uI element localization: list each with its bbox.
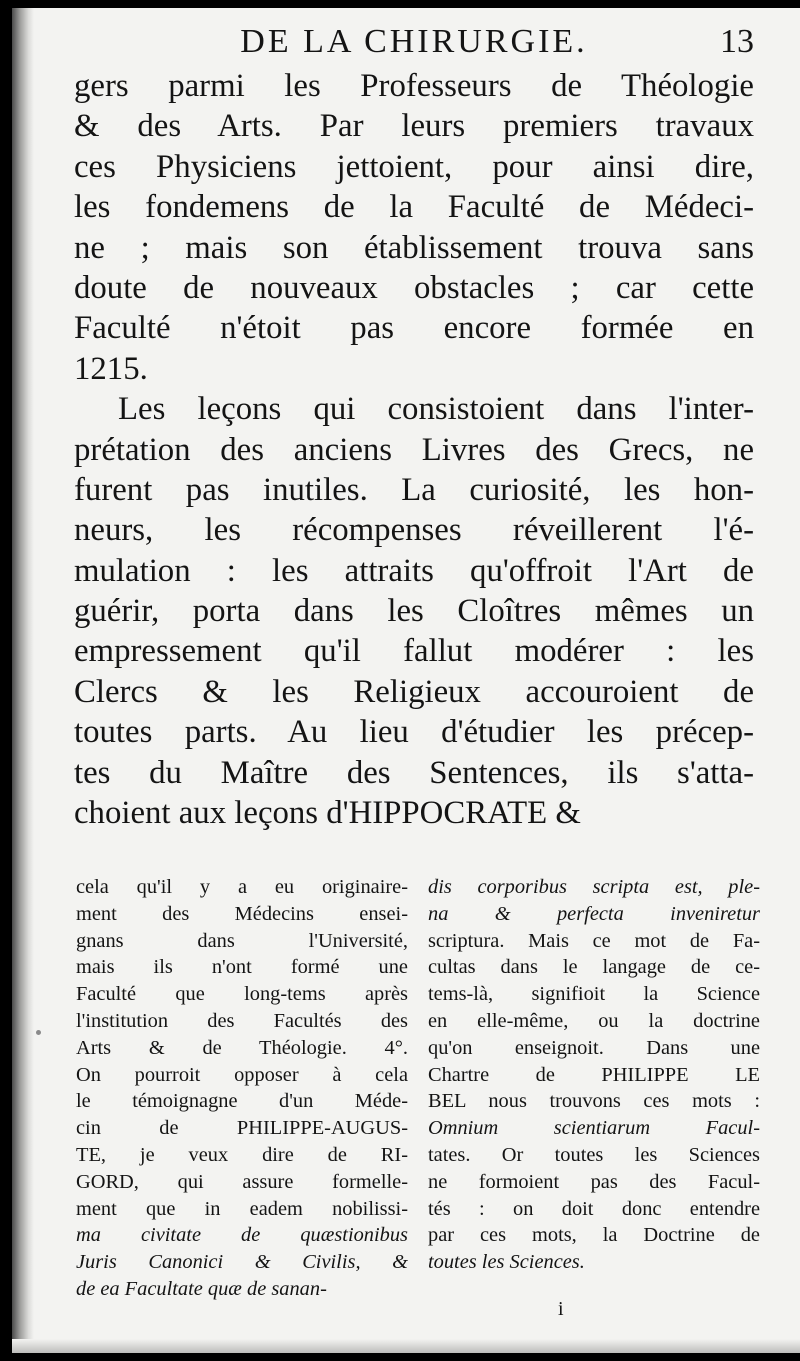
footnote-line: mais ils n'ont formé une [76, 956, 408, 979]
footnote-line: scriptura. Mais ce mot de Fa- [428, 929, 760, 952]
main-text-line: mulation : les attraits qu'offroit l'Art de [74, 552, 754, 589]
main-text-line: & des Arts. Par leurs premiers travaux [74, 108, 754, 145]
main-text-line: gers parmi les Professeurs de Théologie [74, 68, 754, 104]
main-text-line: Les leçons qui consistoient dans l'inter- [118, 391, 754, 428]
footnote-line: qu'on enseignoit. Dans une [428, 1036, 760, 1059]
footnote-line: ment des Médecins ensei- [76, 902, 408, 925]
page-number: 13 [720, 23, 754, 60]
footnote-line: BEL nous trouvons ces mots : [428, 1090, 760, 1113]
footnote-line: le témoignagne d'un Méde- [76, 1090, 408, 1113]
page-gutter-shadow [12, 8, 34, 1353]
footnote-line: TE, je veux dire de RI- [76, 1143, 408, 1166]
footnote-line: ma civitate de quæstionibus [76, 1224, 408, 1247]
main-text-line: tes du Maître des Sentences, ils s'atta- [74, 754, 754, 791]
main-text-line: toutes parts. Au lieu d'étudier les précep- [74, 714, 754, 751]
main-text-line: furent pas inutiles. La curiosité, les hon- [74, 471, 754, 508]
footnote-line: cin de PHILIPPE-AUGUS- [76, 1117, 408, 1140]
footnote-line: de ea Facultate quæ de sanan- [76, 1277, 327, 1300]
footnote-line: en elle-même, ou la doctrine [428, 1009, 760, 1032]
main-text-block [74, 66, 754, 833]
main-text-line: ne ; mais son établissement trouva sans [74, 229, 754, 266]
main-text-line: ces Physiciens jettoient, pour ainsi dire, [74, 148, 754, 185]
main-text-line: doute de nouveaux obstacles ; car cette [74, 269, 754, 306]
signature-mark: i [558, 1298, 564, 1320]
footnote-right-column [428, 874, 760, 1276]
main-text-line: Faculté n'étoit pas encore formée en [74, 310, 754, 347]
page-header [74, 20, 754, 64]
footnote-line: Faculté que long-tems après [76, 983, 408, 1006]
footnote-line: On pourroit opposer à cela [76, 1063, 408, 1086]
footnote-line: cultas dans le langage de ce- [428, 956, 760, 979]
footnote-line: tems-là, signifioit la Science [428, 983, 760, 1006]
footnote-line: tés : on doit donc entendre [428, 1197, 760, 1220]
main-text-line: prétation des anciens Livres des Grecs, ne [74, 431, 754, 468]
footnote-line: gnans dans l'Université, [76, 929, 408, 952]
footnote-line: GORD, qui assure formelle- [76, 1170, 408, 1193]
footnote-line: tates. Or toutes les Sciences [428, 1143, 760, 1166]
main-text-line: neurs, les récompenses réveillerent l'é- [74, 512, 754, 549]
footnote-line: na & perfecta inveniretur [428, 902, 760, 925]
footnote-line: ment que in eadem nobilissi- [76, 1197, 408, 1220]
page-bottom-edge [12, 1339, 800, 1353]
footnote-left-column [76, 874, 408, 1303]
footnote-line: Chartre de PHILIPPE LE [428, 1063, 760, 1086]
main-text-line: les fondemens de la Faculté de Médeci- [74, 189, 754, 226]
main-text-line: guérir, porta dans les Cloîtres mêmes un [74, 593, 754, 630]
main-text-line: 1215. [74, 350, 148, 387]
footnote-line: ne formoient pas des Facul- [428, 1170, 760, 1193]
footnote-line: l'institution des Facultés des [76, 1009, 408, 1032]
footnote-line: cela qu'il y a eu originaire- [76, 876, 408, 898]
running-title: DE LA CHIRURGIE. [240, 23, 588, 60]
footnote-line: par ces mots, la Doctrine de [428, 1224, 760, 1247]
footnote-line: Arts & de Théologie. 4°. [76, 1036, 408, 1059]
footnote-line: dis corporibus scripta est, ple- [428, 876, 760, 898]
margin-speck [36, 1030, 41, 1035]
footnote-line: Juris Canonici & Civilis, & [76, 1251, 408, 1274]
book-page [12, 8, 800, 1353]
footnote-line: Omnium scientiarum Facul- [428, 1117, 760, 1140]
main-text-line: Clercs & les Religieux accouroient de [74, 673, 754, 710]
footnote-line: toutes les Sciences. [428, 1251, 585, 1274]
main-text-line: choient aux leçons d'HIPPOCRATE & [74, 795, 581, 832]
main-text-line: empressement qu'il fallut modérer : les [74, 633, 754, 670]
